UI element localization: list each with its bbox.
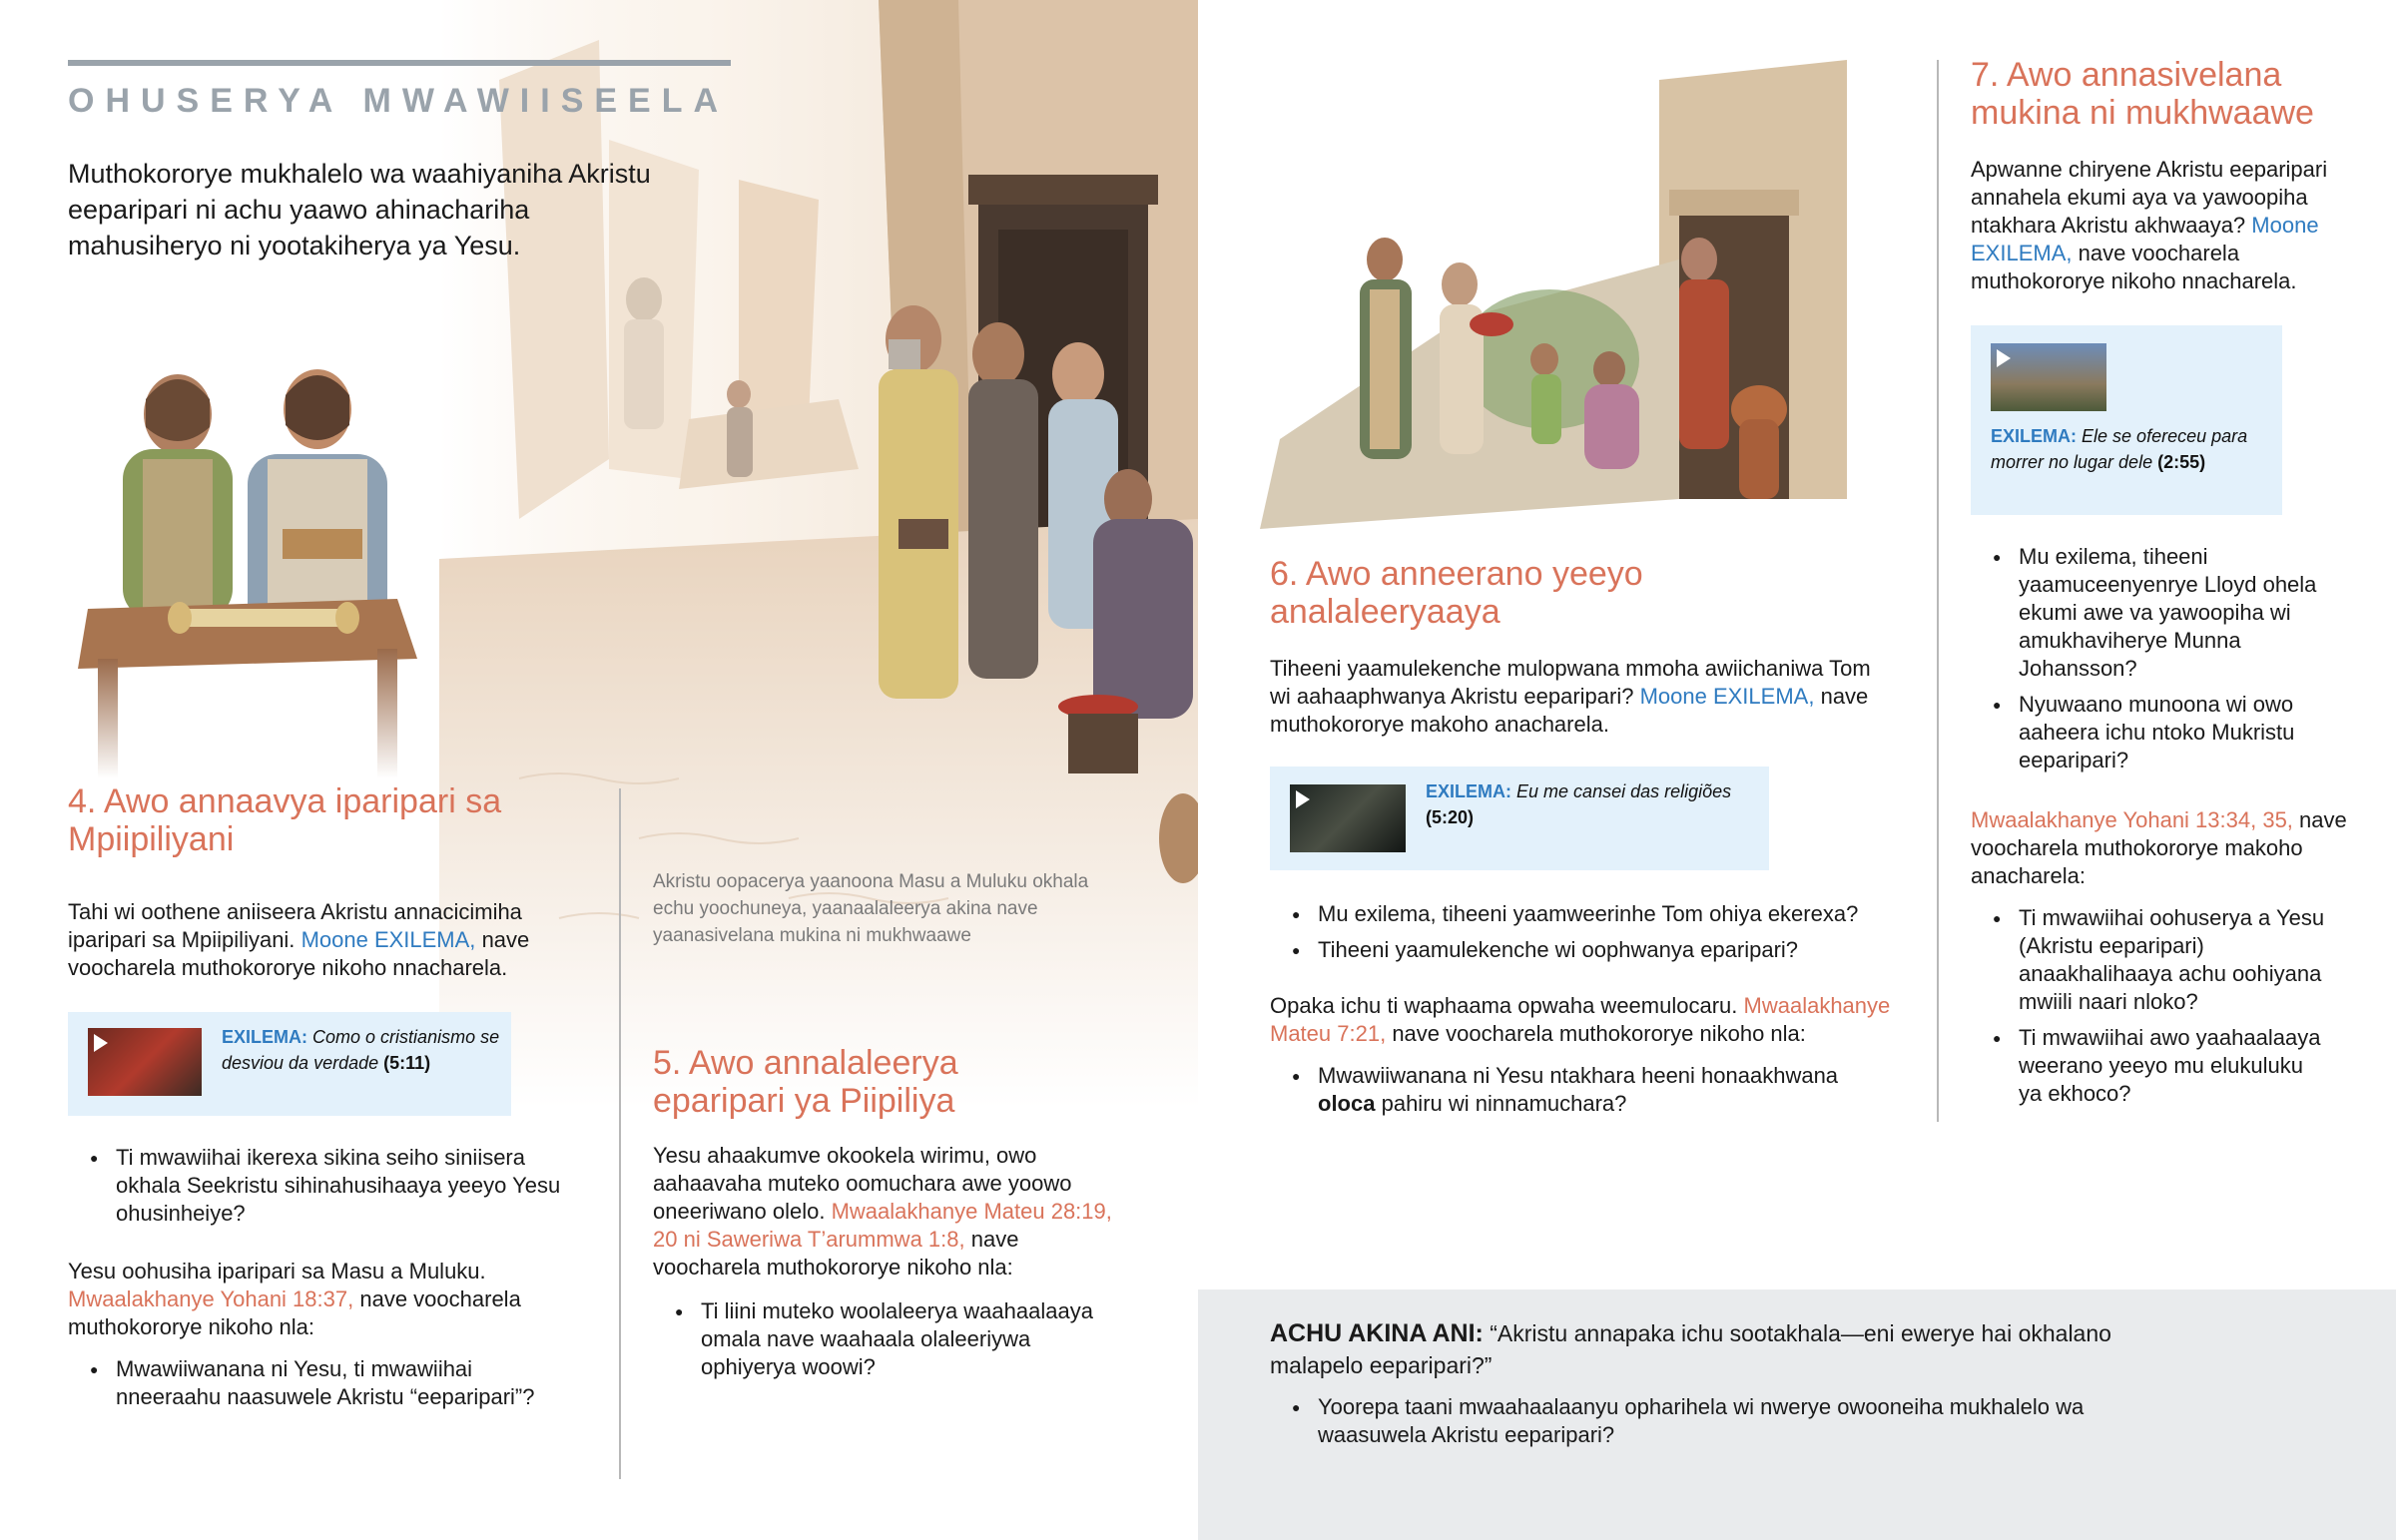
play-icon[interactable] [94, 1034, 108, 1052]
section-kicker: OHUSERYA MWAWIISEELA [68, 82, 730, 120]
play-icon[interactable] [1997, 349, 2011, 367]
question-item: ● Mwawiiwanana ni Yesu, ti mwawiihai nneeraahu naasuwele Akristu “eeparipari”? [68, 1355, 567, 1411]
video-label: EXILEMA: [1991, 426, 2078, 446]
section-5-question-list [653, 1297, 1112, 1389]
video-thumbnail[interactable] [1290, 784, 1406, 852]
paragraph-tail: nave voocharela muthokororye nikoho nnacharela. [1971, 241, 2297, 293]
section-6-video-card[interactable] [1270, 767, 1769, 870]
section-6-video-link[interactable]: Moone EXILEMA, [1639, 684, 1815, 709]
question-item: ● Ti mwawiihai oohuserya a Yesu (Akristu eeparipari) anaakhalihaaya achu oohiyana mwiili naari nloko? [1971, 904, 2330, 1016]
column-divider [619, 788, 621, 1479]
section-4-intro-text: Tahi wi oothene aniiseera Akristu annacicimiha iparipari sa Mpiipiliyani. [68, 899, 522, 952]
section-7-paragraph-2 [1971, 806, 2350, 890]
section-4-intro [68, 898, 567, 982]
question-item: ● Nyuwaano munoona wi owo aaheera ichu ntoko Mukristu eeparipari? [1971, 691, 2330, 774]
others-say-question-list [1270, 1393, 2128, 1457]
section-7-intro [1971, 156, 2350, 295]
paragraph-tail: nave muthokororye makoho anacharela. [1270, 684, 1869, 737]
header-rule [68, 60, 731, 66]
video-title: Como o cristianismo se desviou da verdade [222, 1027, 500, 1073]
scripture-reference[interactable]: Mwaalakhanye Yohani 18:37, [68, 1286, 354, 1311]
paragraph-tail: nave voocharela muthokororye makoho anacharela: [1971, 807, 2347, 888]
section-6-intro [1270, 655, 1889, 739]
scripture-reference[interactable]: Mwaalakhanye Mateu 28:19, 20 ni Saweriwa T’arummwa 1:8, [653, 1199, 1112, 1252]
question-item: ● Mu exilema, tiheeni yaamuceenyenrye Lloyd ohela ekumi awe va yawoopiha wi amukhaviherye Munna Johansson? [1971, 543, 2330, 683]
paragraph-tail: nave voocharela muthokororye nikoho nla: [68, 1286, 521, 1339]
section-4-intro-tail: nave voocharela muthokororye nikoho nnacharela. [68, 927, 530, 980]
section-6-question-list-1 [1270, 900, 1889, 972]
video-duration: (5:11) [383, 1053, 431, 1073]
paragraph-text: Apwanne chiryene Akristu eeparipari annahela ekumi aya va yawoopiha ntakhara Akristu akhwaaya? [1971, 157, 2328, 238]
question-item: ● Ti mwawiihai ikerexa sikina seiho siniisera okhala Seekristu sihinahusihaaya yeeyo Yesu ohusinheiye? [68, 1144, 567, 1228]
video-caption [222, 1024, 501, 1076]
video-thumbnail[interactable] [88, 1028, 202, 1096]
section-6-heading: 6. Awo anneerano yeeyo analaleeryaaya [1270, 555, 1643, 631]
play-icon[interactable] [1296, 790, 1310, 808]
paragraph-tail: nave voocharela muthokororye nikoho nla: [653, 1227, 1019, 1280]
section-6-paragraph-2 [1270, 992, 1899, 1048]
paragraph-text: Tiheeni yaamulekenche mulopwana mmoha awiichaniwa Tom wi aahaaphwanya Akristu eeparipari? [1270, 656, 1871, 709]
others-say-label: ACHU AKINA ANI: [1270, 1319, 1484, 1347]
emphasis-word: oloca [1318, 1091, 1376, 1116]
question-item: ● Mu exilema, tiheeni yaamweerinhe Tom ohiya ekerexa? [1270, 900, 1889, 928]
column-divider [1937, 60, 1939, 1122]
question-text: Mwawiiwanana ni Yesu ntakhara heeni honaakhwana [1318, 1063, 1839, 1088]
section-5-heading: 5. Awo annalaleerya eparipari ya Piipiliya [653, 1044, 958, 1120]
section-4-video-link[interactable]: Moone EXILEMA, [300, 927, 476, 952]
others-say-panel [1198, 1289, 2396, 1540]
video-duration: (2:55) [2157, 452, 2206, 472]
video-caption [1991, 423, 2250, 475]
question-item: ● Ti mwawiihai awo yaahaalaaya weerano yeeyo mu elukuluku ya ekhoco? [1971, 1024, 2330, 1108]
video-title: Eu me cansei das religiões [1516, 781, 1732, 801]
video-label: EXILEMA: [222, 1027, 308, 1047]
others-say-quote: “Akristu annapaka ichu sootakhala—eni ewerye hai okhalano malapelo eeparipari?” [1270, 1320, 2111, 1378]
section-7-question-list-2 [1971, 904, 2330, 1116]
section-5-paragraph [653, 1142, 1112, 1282]
illustration-caption: Akristu oopacerya yaanoona Masu a Muluku okhala echu yoochuneya, yaanaalaleerya akina nave yaanasivelana mukina ni mukhwaawe [653, 871, 1089, 946]
section-4-question-list-1 [68, 1144, 567, 1236]
section-7-video-link[interactable]: Moone EXILEMA, [1971, 213, 2319, 265]
section-4-heading: 4. Awo annaavya iparipari sa Mpiipiliyani [68, 782, 502, 858]
section-6-question-list-2 [1270, 1062, 1889, 1126]
others-say-text [1270, 1317, 2168, 1381]
video-duration: (5:20) [1426, 807, 1475, 827]
video-title: Ele se ofereceu para morrer no lugar dele [1991, 426, 2248, 472]
scroll-reading-illustration [68, 359, 457, 778]
scripture-reference[interactable]: Mwaalakhanye Yohani 13:34, 35, [1971, 807, 2293, 832]
intro-text: Muthokororye mukhalelo wa waahiyaniha Akristu eeparipari ni achu yaawo ahinachariha mahusiheryo ni yootakiherya ya Yesu. [68, 159, 651, 260]
question-item: ● Yoorepa taani mwaahaalaanyu opharihela wi nwerye owooneiha mukhalelo wa waasuwela Akristu eeparipari? [1270, 1393, 2128, 1449]
question-item [1270, 1062, 1889, 1118]
scripture-reference[interactable]: Mwaalakhanye Mateu 7:21, [1270, 993, 1891, 1046]
section-7-video-card[interactable] [1971, 325, 2282, 515]
section-7-heading: 7. Awo annasivelana mukina ni mukhwaawe [1971, 56, 2314, 132]
section-4-question-list-2 [68, 1355, 567, 1419]
section-4-video-card[interactable] [68, 1012, 511, 1116]
question-text: pahiru wi ninnamuchara? [1381, 1091, 1627, 1116]
paragraph-tail: nave voocharela muthokororye nikoho nla: [1392, 1021, 1806, 1046]
question-item: ● Tiheeni yaamulekenche wi oophwanya eparipari? [1270, 936, 1889, 964]
paragraph-text: Yesu oohusiha iparipari sa Masu a Muluku. [68, 1259, 486, 1283]
video-thumbnail[interactable] [1991, 343, 2106, 411]
video-label: EXILEMA: [1426, 781, 1512, 801]
paragraph-text: Opaka ichu ti waphaama opwaha weemulocaru. [1270, 993, 1738, 1018]
hospitality-illustration [1260, 60, 1847, 529]
paragraph-text: Yesu ahaakumve okookela wirimu, owo aahaavaha muteko oomuchara awe yoowo oneeriwano olelo. [653, 1143, 1072, 1224]
section-7-question-list-1 [1971, 543, 2330, 782]
video-caption [1426, 778, 1765, 830]
section-4-paragraph-2 [68, 1258, 567, 1341]
question-item: ● Ti liini muteko woolaleerya waahaalaaya omala nave waahaala olaleeriywa ophiyerya woowi? [653, 1297, 1112, 1381]
